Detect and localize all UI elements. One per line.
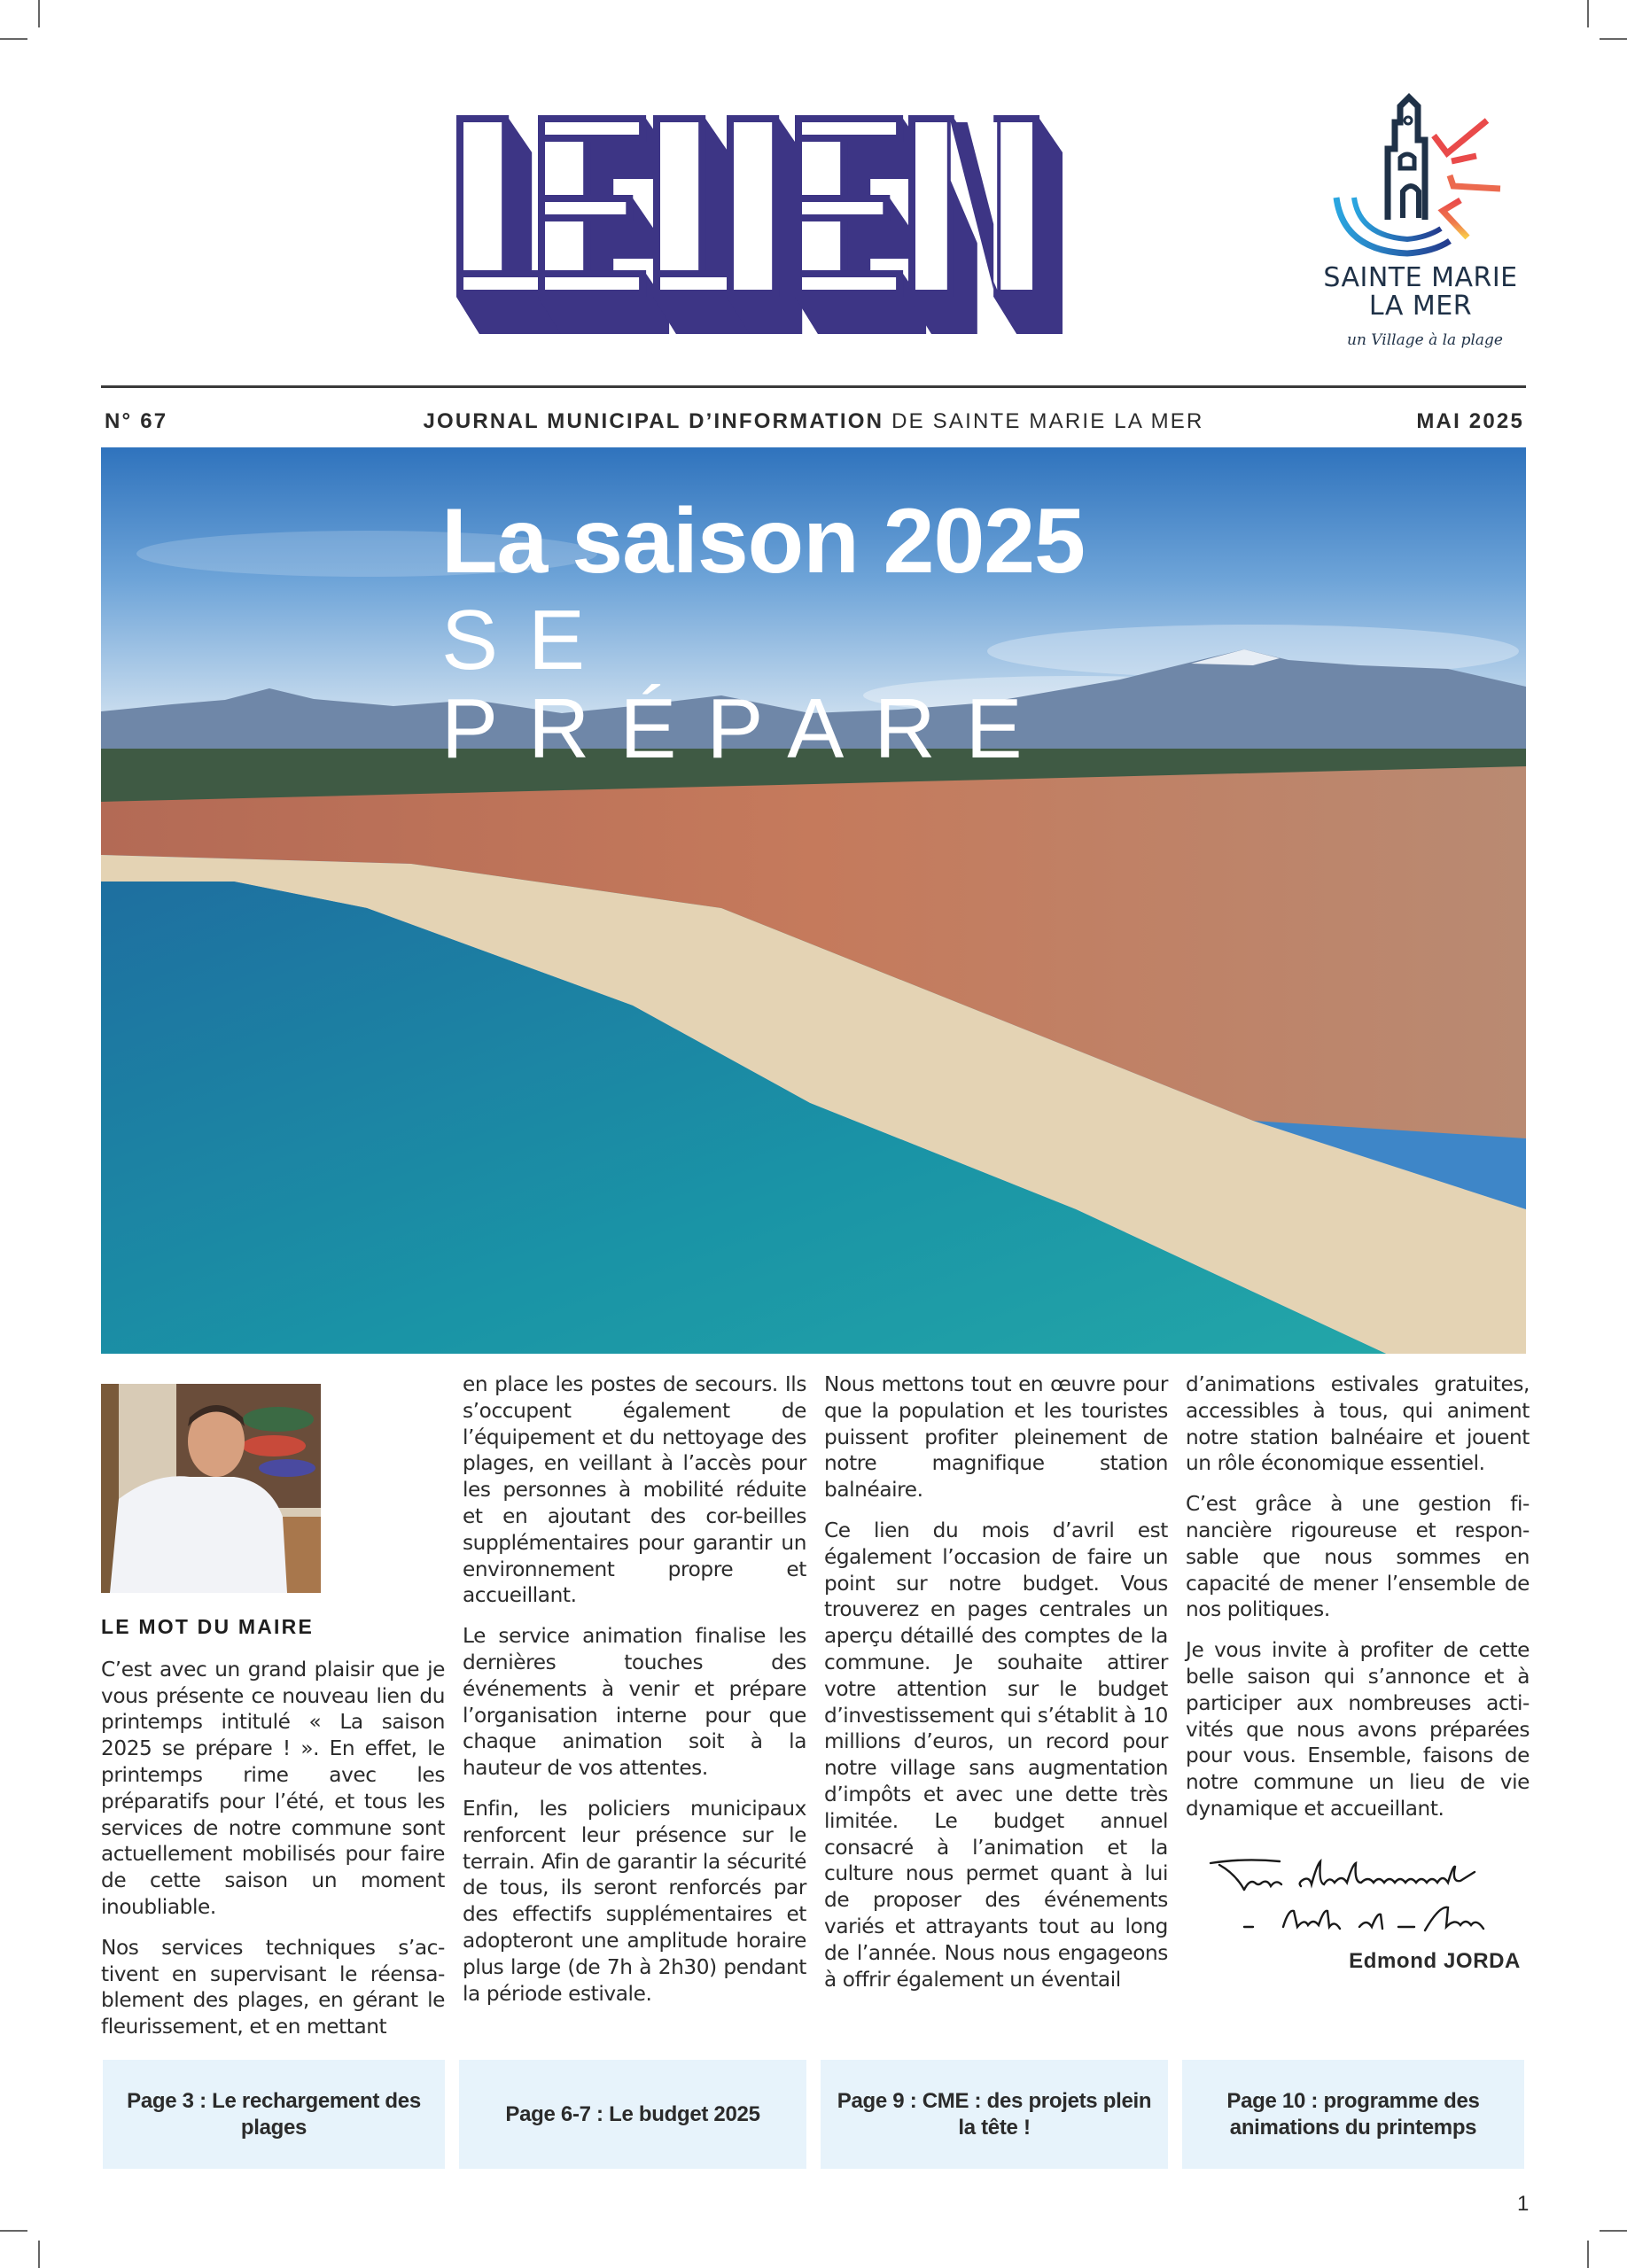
editorial-paragraph: Enfin, les policiers municipaux renforcent leur présence sur le terrain. Afin de garantir la sécurité de tous, ils seront renforcés par des effectifs supplémentaires et adopteront une amplitude horaire plus large (de 7h à 2h30) pendant la période estivale. [463,1796,806,2006]
journal-subtitle-bold: JOURNAL MUNICIPAL D’INFORMATION [423,409,884,433]
masthead-letter-face [541,119,642,138]
crop-mark [38,0,40,27]
editorial-paragraph: C’est avec un grand plaisir que je vous présente ce nouveau lien du printemps intitulé « La saison 2025 se prépare ! ». En effet, le printemps rime avec les préparatifs pour l’été, et tous les services de notre commune sont actuellement mobilisés pour faire de cette saison un moment inoubliable. [101,1657,445,1919]
teaser-page-10[interactable]: Page 10 : programme des animations du printemps [1182,2060,1524,2169]
masthead-letter-face [460,119,505,293]
crop-mark [38,2241,40,2268]
editorial-paragraph: en place les postes de secours. Ils s’occupent également de l’équipement et du nettoyage des plages, en veillant à l’accès pour les personnes à mobilité réduite et en ajoutant des cor-beilles supplémentaires pour garantir un environnement propre et accueillant. [463,1372,806,1608]
crop-mark [1587,2241,1589,2268]
town-emblem-icon [1319,87,1522,264]
issue-number: N° 67 [105,409,168,433]
editorial-paragraph: Nos services techniques s’ac-tivent en supervisant le réensa-blement des plages, en gérant le fleurissement, et en mettant [101,1935,445,2039]
masthead-letter-face [541,274,642,293]
mayor-portrait [101,1384,321,1593]
handwritten-signature [1209,1856,1510,1945]
logo-name-line2: LA MER [1368,291,1473,322]
masthead-letter-face [798,198,886,218]
masthead-logotype [456,115,1179,346]
editorial-paragraph: Le service animation finalise les dernières touches des événements à venir et prépare l’organisation interne pour que chaque animation soit à la hauteur de vos attentes. [463,1624,806,1781]
hero-photo [101,447,1526,1354]
logo-name-line1: SAINTE MARIE [1323,262,1518,293]
masthead-letter-face [997,119,1036,293]
page-teasers [101,2060,1526,2169]
page-number: 1 [1517,2192,1530,2216]
editorial-paragraph: Ce lien du mois d’avril est également l’occasion de faire un point sur notre budget. Vous trouverez en pages centrales un aperçu détaillé des comptes de la commune. Je souhaite attirer votre attention sur le budget d’investissement qui s’établit à 10 millions d’euros, un record pour notre village sans augmentation d’impôts et avec une dette très limitée. Le budget annuel consacré à l’animation et la culture nous permet quant à lui de proposer des événements variés et attrayants tout au long de l’année. Nous nous engageons à offrir également un éventail [824,1518,1168,1992]
town-logo [1319,87,1522,370]
masthead-letter-face [798,274,899,293]
teaser-page-3[interactable]: Page 3 : Le rechargement des plages [103,2060,445,2169]
hero-headline [441,490,1203,776]
hero-headline-line1: La saison 2025 [441,490,1085,593]
editorial-column-2 [463,1371,806,2021]
editorial-paragraph: Nous mettons tout en œuvre pour que la population et les touristes puissent profiter pleinement de notre magnifique station balnéaire. [824,1372,1168,1503]
masthead-letter-face [798,119,899,138]
editorial-paragraph: C’est grâce à une gestion fi-nancière rigoureuse et respon-sable que nous sommes en capacité de mener l’ensemble de nos politiques. [1186,1492,1530,1622]
crop-mark [1600,2230,1627,2232]
editorial-column-3 [824,1371,1168,2007]
crop-mark [1600,38,1627,40]
masthead-letter-face [657,119,702,293]
teaser-page-9[interactable]: Page 9 : CME : des projets plein la tête ! [821,2060,1168,2169]
editorial-paragraph: d’animations estivales gratuites, accessibles à tous, qui animent notre station balnéaire et jouent un rôle économique essentiel. [1186,1372,1530,1476]
crop-mark [1587,0,1589,27]
crop-mark [0,38,27,40]
issue-date: MAI 2025 [1416,409,1524,433]
editorial-paragraph: Je vous invite à profiter de cette belle saison qui s’annonce et à participer aux nombreuses acti-vités que nous avons préparées pour vous. Ensemble, faisons de notre commune un lieu de vie dynamique et accueillant. [1186,1638,1530,1821]
header-rule [101,385,1526,388]
editorial-title: LE MOT DU MAIRE [101,1615,314,1638]
journal-subtitle-rest: DE SAINTE MARIE LA MER [884,409,1204,433]
masthead-title [456,115,1179,346]
issue-info-bar [101,406,1526,438]
masthead-letter-face [912,119,951,293]
teaser-page-6-7[interactable]: Page 6-7 : Le budget 2025 [459,2060,806,2169]
masthead-letter-face [730,119,775,293]
logo-tagline: un Village à la plage [1347,331,1503,349]
masthead-letter-face [541,198,629,218]
editorial-column-1 [101,1384,445,2054]
editorial-column-4 [1186,1371,1530,1975]
journal-subtitle [101,409,1526,434]
crop-mark [0,2230,27,2232]
signatory-name: Edmond JORDA [1349,1948,1521,1973]
hero-headline-line2: SE PRÉPARE [441,593,1053,776]
